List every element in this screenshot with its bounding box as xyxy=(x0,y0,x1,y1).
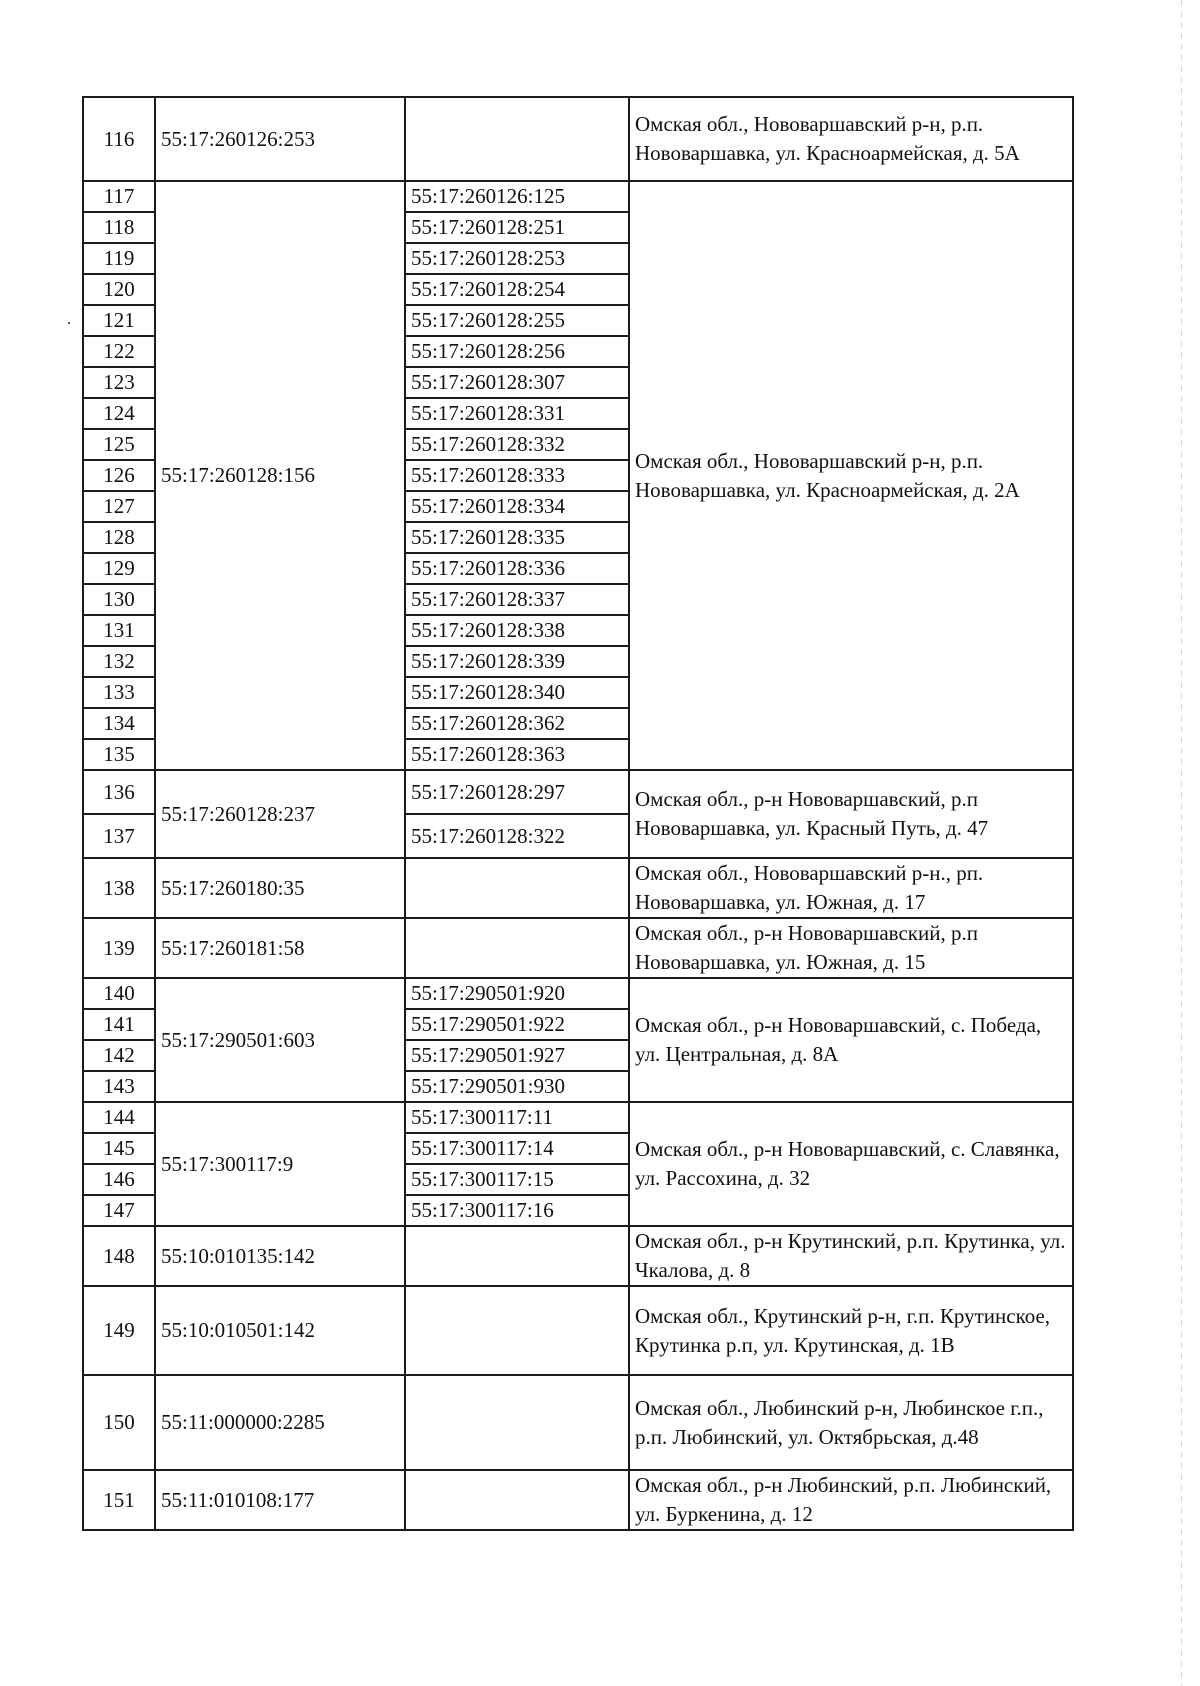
scan-speck xyxy=(68,322,70,324)
subparcel-number: 55:17:260128:340 xyxy=(405,677,629,708)
parcel-number: 55:17:300117:9 xyxy=(155,1102,405,1226)
table-row xyxy=(83,1286,1073,1375)
parcel-address: Омская обл., Крутинский р-н, г.п. Крутинское, Крутинка р.п, ул. Крутинская, д. 1В xyxy=(629,1286,1073,1375)
parcel-address: Омская обл., Любинский р-н, Любинское г.п., р.п. Любинский, ул. Октябрьская, д.48 xyxy=(629,1375,1073,1470)
parcel-address: Омская обл., Нововаршавский р-н, р.п. Нововаршавка, ул. Красноармейская, д. 2А xyxy=(629,181,1073,770)
subparcel-number: 55:17:260128:339 xyxy=(405,646,629,677)
row-number: 139 xyxy=(83,918,155,978)
row-number: 126 xyxy=(83,460,155,491)
table-row xyxy=(83,1226,1073,1286)
row-number: 123 xyxy=(83,367,155,398)
row-number: 137 xyxy=(83,814,155,858)
row-number: 130 xyxy=(83,584,155,615)
parcel-registry-table xyxy=(82,96,1074,1531)
row-number: 149 xyxy=(83,1286,155,1375)
table-row xyxy=(83,1470,1073,1530)
parcel-address: Омская обл., р-н Нововаршавский, р.п Нововаршавка, ул. Красный Путь, д. 47 xyxy=(629,770,1073,858)
row-number: 147 xyxy=(83,1195,155,1226)
row-number: 117 xyxy=(83,181,155,212)
subparcel-number: 55:17:260128:256 xyxy=(405,336,629,367)
row-number: 121 xyxy=(83,305,155,336)
table-row xyxy=(83,858,1073,918)
row-number: 142 xyxy=(83,1040,155,1071)
subparcel-number: 55:17:300117:14 xyxy=(405,1133,629,1164)
subparcel-number: 55:17:300117:11 xyxy=(405,1102,629,1133)
parcel-number: 55:10:010135:142 xyxy=(155,1226,405,1286)
subparcel-number: 55:17:290501:930 xyxy=(405,1071,629,1102)
parcel-number: 55:17:260126:253 xyxy=(155,97,405,181)
table-row xyxy=(83,918,1073,978)
row-number: 120 xyxy=(83,274,155,305)
row-number: 150 xyxy=(83,1375,155,1470)
table-row xyxy=(83,97,1073,181)
subparcel-number: 55:17:300117:16 xyxy=(405,1195,629,1226)
parcel-number: 55:11:000000:2285 xyxy=(155,1375,405,1470)
parcel-number: 55:17:260128:156 xyxy=(155,181,405,770)
subparcel-number: 55:17:260128:322 xyxy=(405,814,629,858)
row-number: 119 xyxy=(83,243,155,274)
subparcel-number: 55:17:260126:125 xyxy=(405,181,629,212)
table-row xyxy=(83,770,1073,814)
subparcel-number xyxy=(405,1286,629,1375)
table-row xyxy=(83,1102,1073,1133)
row-number: 124 xyxy=(83,398,155,429)
row-number: 135 xyxy=(83,739,155,770)
subparcel-number: 55:17:260128:338 xyxy=(405,615,629,646)
subparcel-number xyxy=(405,1375,629,1470)
subparcel-number: 55:17:290501:927 xyxy=(405,1040,629,1071)
parcel-address: Омская обл., Нововаршавский р-н, р.п. Нововаршавка, ул. Красноармейская, д. 5А xyxy=(629,97,1073,181)
subparcel-number xyxy=(405,918,629,978)
subparcel-number: 55:17:260128:334 xyxy=(405,491,629,522)
row-number: 118 xyxy=(83,212,155,243)
row-number: 145 xyxy=(83,1133,155,1164)
row-number: 151 xyxy=(83,1470,155,1530)
table-row xyxy=(83,1375,1073,1470)
row-number: 128 xyxy=(83,522,155,553)
subparcel-number: 55:17:260128:332 xyxy=(405,429,629,460)
row-number: 148 xyxy=(83,1226,155,1286)
subparcel-number: 55:17:260128:336 xyxy=(405,553,629,584)
parcel-address: Омская обл., р-н Крутинский, р.п. Крутинка, ул. Чкалова, д. 8 xyxy=(629,1226,1073,1286)
parcel-address: Омская обл., р-н Любинский, р.п. Любинский, ул. Буркенина, д. 12 xyxy=(629,1470,1073,1530)
row-number: 132 xyxy=(83,646,155,677)
row-number: 122 xyxy=(83,336,155,367)
row-number: 133 xyxy=(83,677,155,708)
row-number: 144 xyxy=(83,1102,155,1133)
subparcel-number: 55:17:260128:362 xyxy=(405,708,629,739)
parcel-address: Омская обл., Нововаршавский р-н., рп. Нововаршавка, ул. Южная, д. 17 xyxy=(629,858,1073,918)
row-number: 125 xyxy=(83,429,155,460)
subparcel-number: 55:17:260128:331 xyxy=(405,398,629,429)
subparcel-number xyxy=(405,97,629,181)
row-number: 141 xyxy=(83,1009,155,1040)
subparcel-number: 55:17:290501:922 xyxy=(405,1009,629,1040)
row-number: 143 xyxy=(83,1071,155,1102)
parcel-number: 55:10:010501:142 xyxy=(155,1286,405,1375)
row-number: 146 xyxy=(83,1164,155,1195)
subparcel-number: 55:17:260128:307 xyxy=(405,367,629,398)
subparcel-number: 55:17:290501:920 xyxy=(405,978,629,1009)
subparcel-number: 55:17:260128:254 xyxy=(405,274,629,305)
parcel-number: 55:11:010108:177 xyxy=(155,1470,405,1530)
row-number: 116 xyxy=(83,97,155,181)
subparcel-number xyxy=(405,858,629,918)
subparcel-number: 55:17:260128:363 xyxy=(405,739,629,770)
row-number: 134 xyxy=(83,708,155,739)
subparcel-number: 55:17:260128:253 xyxy=(405,243,629,274)
row-number: 127 xyxy=(83,491,155,522)
row-number: 140 xyxy=(83,978,155,1009)
subparcel-number: 55:17:260128:297 xyxy=(405,770,629,814)
table-row xyxy=(83,181,1073,212)
row-number: 131 xyxy=(83,615,155,646)
row-number: 136 xyxy=(83,770,155,814)
row-number: 138 xyxy=(83,858,155,918)
subparcel-number: 55:17:300117:15 xyxy=(405,1164,629,1195)
subparcel-number xyxy=(405,1470,629,1530)
scan-page-edge xyxy=(1181,0,1182,1686)
subparcel-number: 55:17:260128:337 xyxy=(405,584,629,615)
subparcel-number: 55:17:260128:251 xyxy=(405,212,629,243)
parcel-number: 55:17:290501:603 xyxy=(155,978,405,1102)
parcel-number: 55:17:260181:58 xyxy=(155,918,405,978)
table-row xyxy=(83,978,1073,1009)
subparcel-number: 55:17:260128:333 xyxy=(405,460,629,491)
row-number: 129 xyxy=(83,553,155,584)
subparcel-number: 55:17:260128:255 xyxy=(405,305,629,336)
subparcel-number xyxy=(405,1226,629,1286)
parcel-address: Омская обл., р-н Нововаршавский, с. Победа, ул. Центральная, д. 8А xyxy=(629,978,1073,1102)
parcel-number: 55:17:260180:35 xyxy=(155,858,405,918)
parcel-address: Омская обл., р-н Нововаршавский, р.п Нововаршавка, ул. Южная, д. 15 xyxy=(629,918,1073,978)
parcel-number: 55:17:260128:237 xyxy=(155,770,405,858)
parcel-address: Омская обл., р-н Нововаршавский, с. Славянка, ул. Рассохина, д. 32 xyxy=(629,1102,1073,1226)
subparcel-number: 55:17:260128:335 xyxy=(405,522,629,553)
